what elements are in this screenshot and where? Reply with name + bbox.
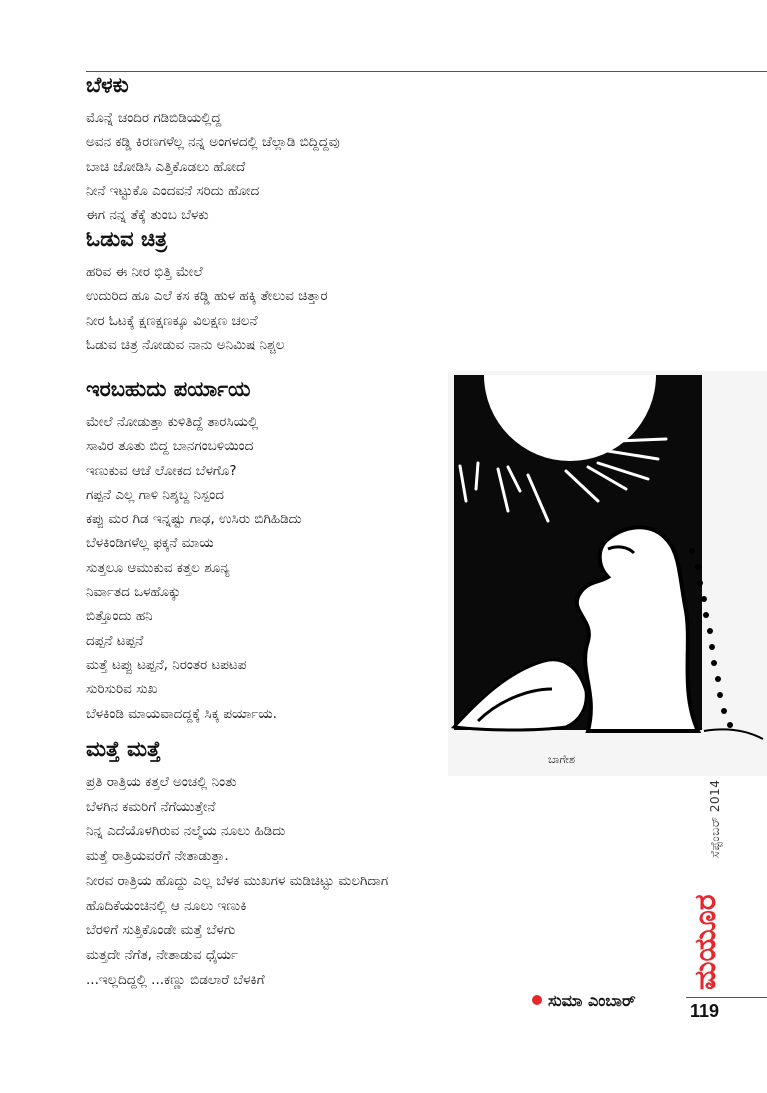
poem-title: ಬೆಳಕು <box>86 73 129 97</box>
poem-line: ಮೇಲೆ ನೋಡುತ್ತಾ ಕುಳಿತಿದ್ದೆ ತಾರಸಿಯಲ್ಲಿ <box>86 414 259 430</box>
poem-line: ಸಾವಿರ ತೂತು ಬಿದ್ದ ಬಾನಗಂಬಳಿಯಿಂದ <box>86 438 254 455</box>
poem-belaku <box>86 72 340 227</box>
author-byline: ಸುಮಾ ಎಂಬಾರ್ <box>532 991 636 1011</box>
poem-line: ಬೆರಳಿಗೆ ಸುತ್ತಿಕೊಂಡೇ ಮತ್ತೆ ಬೆಳಗು <box>86 922 236 939</box>
poem-line: ಮತ್ತೆ ರಾತ್ರಿಯವರೆಗೆ ನೇತಾಡುತ್ತಾ. <box>86 848 229 865</box>
poem-line: ಇಣುಕುವ ಆಚೆ ಲೋಕದ ಬೆಳಗೊ? <box>86 462 237 479</box>
poem-oduva-chitra <box>86 226 327 357</box>
poem-line: ಪ್ರತಿ ರಾತ್ರಿಯ ಕತ್ತಲೆ ಅಂಚಲ್ಲಿ ನಿಂತು <box>86 774 237 790</box>
poem-line: ಬೆಳಕಿಂಡಿ ಮಾಯವಾದದ್ದಕ್ಕೆ ಸಿಕ್ಕ ಪರ್ಯಾಯ. <box>86 705 277 722</box>
poem-line: ನಿರ್ವಾತದ ಒಳಹೊಕ್ಕು <box>86 584 181 601</box>
poem-line: ಹೊದಿಕೆಯಂಚಿನಲ್ಲಿ ಆ ನೂಲು ಇಣುಕಿ <box>86 897 247 914</box>
poem-line: ಉದುರಿದ ಹೂ ಎಲೆ ಕಸ ಕಡ್ಡಿ ಹುಳ ಹಕ್ಕಿ ತೇಲುವ ಚಿತ್ತಾರ <box>86 288 328 305</box>
magazine-issue-date: ಸೆಪ್ಟೆಂಬರ್ 2014 <box>708 779 722 858</box>
poem-line: ಬಿತ್ತೊಂದು ಹನಿ <box>86 608 153 625</box>
poem-line: ನಿನ್ನ ಎದೆಯೊಳಗಿರುವ ನಲ್ಮೆಯ ನೂಲು ಹಿಡಿದು <box>86 823 286 840</box>
poem-matte-matte <box>86 736 388 992</box>
magazine-logo: ಮಯೂರ <box>688 894 723 990</box>
poem-line: ...ಇಲ್ಲದಿದ್ದಲ್ಲಿ ...ಕಣ್ಣು ಬಿಡಲಾರೆ ಬೆಳಕಿಗೆ <box>86 971 265 988</box>
poem-line: ನೀರ ಓಟಕ್ಕೆ ಕ್ಷಣಕ್ಷಣಕ್ಕೂ ವಿಲಕ್ಷಣ ಚಲನೆ <box>86 312 258 329</box>
poem-title: ಮತ್ತೆ ಮತ್ತೆ <box>86 737 161 761</box>
sun-and-face-illustration <box>448 371 767 776</box>
poem-line: ನೀನೆ ಇಟ್ಟುಕೊ ಎಂದವನೆ ಸರಿದು ಹೋದ <box>86 182 260 199</box>
illustrator-signature: ಬಾಗೇಶ <box>548 753 575 766</box>
poem-line: ಕಪ್ಪು ಮರ ಗಿಡ ಇನ್ನಷ್ಟು ಗಾಢ, ಉಸಿರು ಬಿಗಿಹಿಡಿದು <box>86 511 302 528</box>
poem-line: ಬೆಳಗಿನ ಕಮರಿಗೆ ನೆಗೆಯುತ್ತೇನೆ <box>86 798 216 815</box>
poem-line: ಹರಿವ ಈ ನೀರ ಭಿತ್ತಿ ಮೇಲೆ <box>86 264 203 280</box>
bottom-rule <box>686 997 767 998</box>
page-number: 119 <box>690 1001 720 1021</box>
poem-line: ಮೊನ್ನೆ ಚಂದಿರ ಗಡಿಬಿಡಿಯಲ್ಲಿದ್ದ <box>86 110 222 126</box>
poem-irabahudu-paryaya <box>86 376 302 726</box>
bullet-dot-icon <box>532 995 542 1005</box>
poem-line: ಬೆಳಕಿಂಡಿಗಳೆಲ್ಲ ಫಕ್ಕನೆ ಮಾಯ <box>86 535 214 552</box>
poem-line: ಸುತ್ತಲೂ ಆಮುಕುವ ಕತ್ತಲ ಶೂನ್ಯ <box>86 559 230 576</box>
poem-line: ಸುರಿಸುರಿವ ಸುಖ <box>86 681 158 698</box>
poem-line: ಅವನ ಕಡ್ಡಿ ಕಿರಣಗಳೆಲ್ಲ ನನ್ನ ಅಂಗಳದಲ್ಲಿ ಚೆಲ್ಲಾಡಿ ಬಿದ್ದಿದ್ದವು <box>86 134 340 151</box>
poem-line: ಈಗ ನನ್ನ ತೆಕ್ಕೆ ತುಂಬ ಬೆಳಕು <box>86 207 209 224</box>
poem-line: ಬಾಚಿ ಜೋಡಿಸಿ ಎತ್ತಿಕೊಡಲು ಹೋದೆ <box>86 158 246 175</box>
poem-line: ಗಪ್ಪನೆ ಎಲ್ಲ ಗಾಳಿ ನಿಶ್ಶಬ್ದ ನಿಸ್ಪಂದ <box>86 486 224 503</box>
poem-title: ಇರಬಹುದು ಪರ್ಯಾಯ <box>86 377 251 401</box>
poem-line: ಮತ್ತೆ ಟಪ್ಪು ಟಪ್ಪನೆ, ನಿರಂತರ ಟಪಟಪ <box>86 656 247 673</box>
poem-title: ಓಡುವ ಚಿತ್ರ <box>86 227 168 251</box>
poem-line: ಓಡುವ ಚಿತ್ರ ನೋಡುವ ನಾನು ಅನಿಮಿಷ ನಿಶ್ಚಲ <box>86 336 285 353</box>
poem-line: ದಪ್ಪನೆ ಟಪ್ಪನೆ <box>86 632 144 649</box>
poem-line: ಮತ್ತದೇ ನೆಗೆತ, ನೇತಾಡುವ ಧೈರ್ಯ <box>86 946 239 963</box>
poem-line: ನೀರವ ರಾತ್ರಿಯ ಹೊದ್ದು ಎಲ್ಲ ಬೆಳಕ ಮುಖಗಳ ಮಡಿಚಿಟ್ಟು ಮಲಗಿದಾಗ <box>86 872 389 889</box>
